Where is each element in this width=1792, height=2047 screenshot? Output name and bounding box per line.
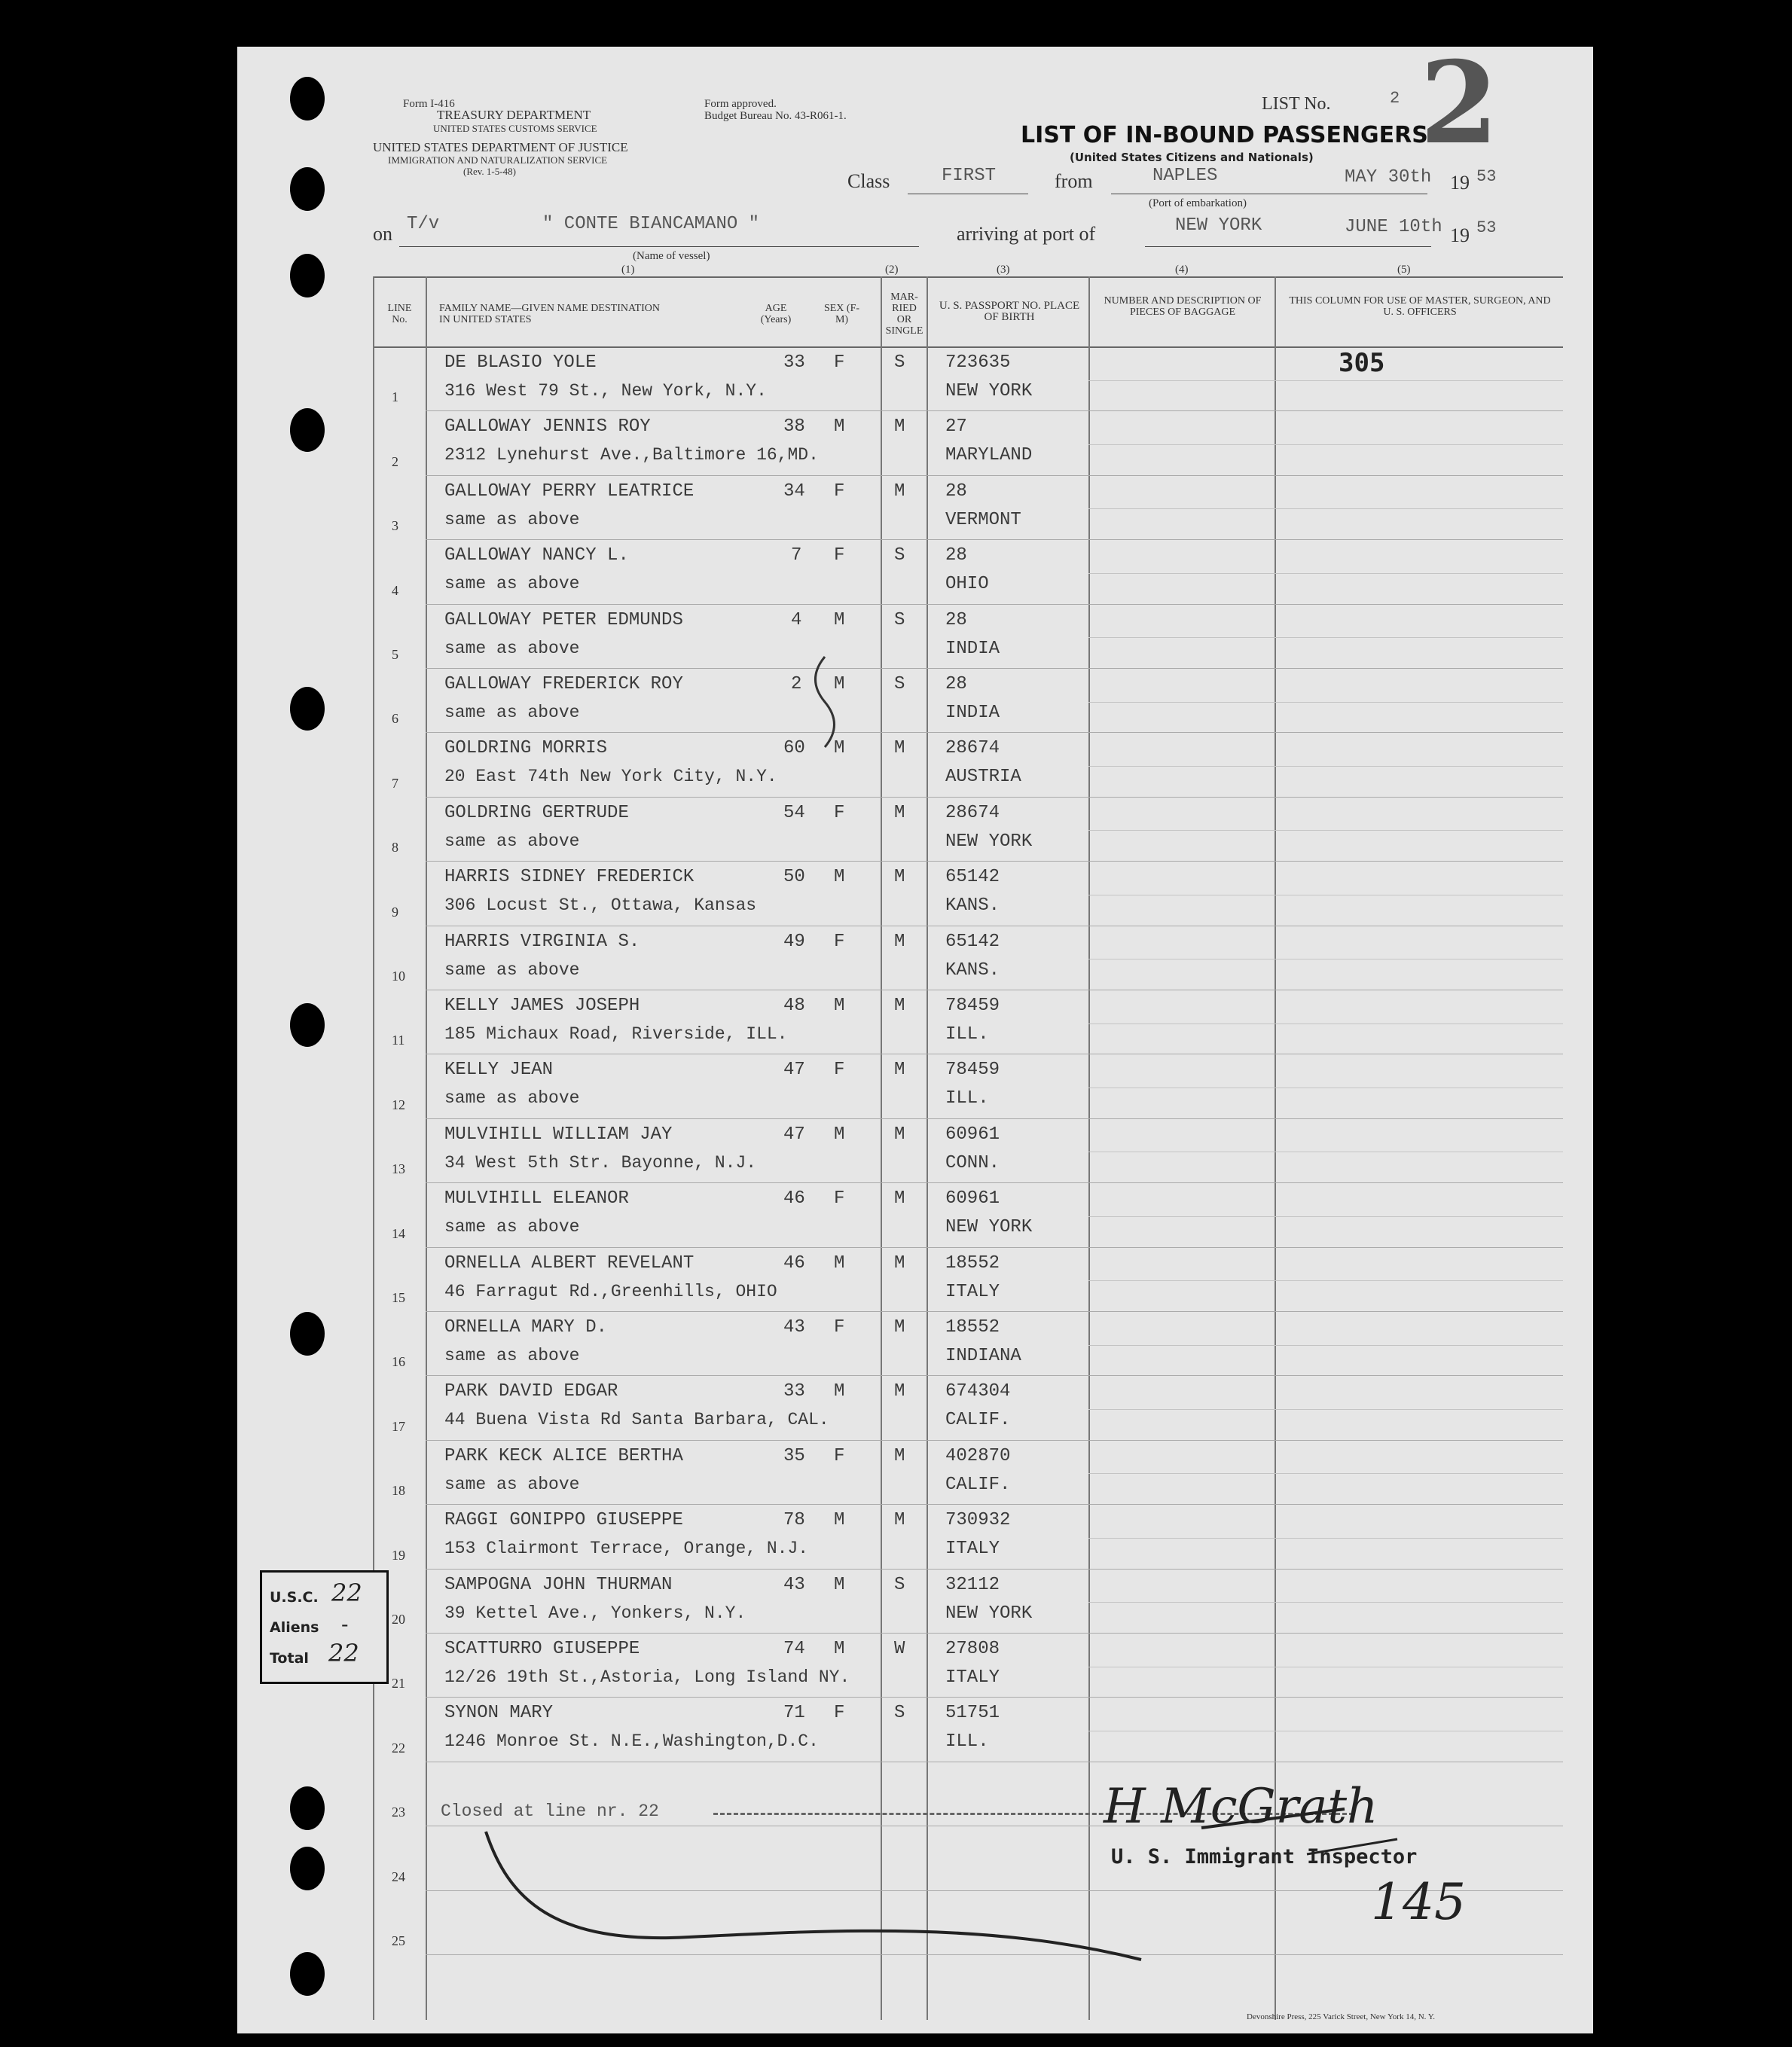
marital-status: S: [894, 674, 905, 694]
line-number: 14: [392, 1225, 405, 1241]
passenger-name: MULVIHILL WILLIAM JAY: [444, 1124, 673, 1145]
destination-address: same as above: [444, 638, 580, 658]
passenger-age: 38: [783, 416, 805, 438]
destination-address: same as above: [444, 1346, 580, 1365]
passport-number: 32112: [945, 1574, 1000, 1595]
from-date: MAY 30th: [1345, 167, 1432, 188]
destination-address: 185 Michaux Road, Riverside, ILL.: [444, 1024, 788, 1044]
line-number: 20: [392, 1611, 405, 1627]
column-number: (1): [621, 264, 635, 276]
passenger-age: 71: [783, 1703, 805, 1724]
header-married: MAR-RIED OR SINGLE: [885, 291, 923, 337]
destination-address: same as above: [444, 1217, 580, 1237]
printer-imprint: Devonshire Press, 225 Varick Street, New York 14, N. Y.: [1247, 2012, 1436, 2021]
passenger-age: 7: [791, 545, 802, 566]
passport-number: 27: [945, 416, 967, 438]
destination-address: 39 Kettel Ave., Yonkers, N.Y.: [444, 1603, 746, 1623]
treasury-department: TREASURY DEPARTMENT: [437, 108, 591, 122]
passenger-age: 74: [783, 1639, 805, 1659]
marital-status: M: [894, 996, 905, 1016]
pen-scrawl: [237, 37, 1593, 2033]
place-of-birth: CONN.: [945, 1152, 1000, 1173]
line-number: 22: [392, 1740, 405, 1756]
column-number: (4): [1175, 264, 1189, 276]
passenger-age: 43: [783, 1317, 805, 1338]
destination-address: 306 Locust St., Ottawa, Kansas: [444, 895, 757, 916]
marital-status: M: [894, 1317, 905, 1338]
column-number: (5): [1397, 264, 1411, 276]
class-label: Class: [847, 170, 890, 192]
header-passport: U. S. PASSPORT NO. PLACE OF BIRTH: [939, 300, 1080, 323]
line-number: 23: [392, 1804, 405, 1820]
passport-number: 28674: [945, 802, 1000, 823]
passenger-name: GOLDRING GERTRUDE: [444, 802, 629, 823]
line-number: 15: [392, 1289, 405, 1305]
passenger-name: GALLOWAY NANCY L.: [444, 545, 629, 566]
passenger-name: MULVIHILL ELEANOR: [444, 1188, 629, 1210]
form-subtitle: (United States Citizens and Nationals): [1070, 151, 1314, 164]
manifest-page: [237, 37, 1593, 2033]
destination-address: 1246 Monroe St. N.E.,Washington,D.C.: [444, 1731, 819, 1752]
passenger-age: 35: [783, 1445, 805, 1466]
passenger-name: HARRIS SIDNEY FREDERICK: [444, 867, 695, 888]
marital-status: M: [894, 1188, 905, 1210]
marital-status: S: [894, 1703, 905, 1724]
line-number: 24: [392, 1869, 405, 1884]
immigration-service: IMMIGRATION AND NATURALIZATION SERVICE: [388, 154, 608, 166]
form-approved: Form approved.: [704, 98, 777, 110]
line-number: 18: [392, 1483, 405, 1499]
passport-number: 60961: [945, 1188, 1000, 1210]
passenger-name: GOLDRING MORRIS: [444, 738, 608, 759]
from-value: NAPLES: [1152, 166, 1218, 186]
tally-aliens-value: -: [341, 1612, 349, 1637]
passport-number: 65142: [945, 867, 1000, 888]
place-of-birth: ITALY: [945, 1667, 1000, 1688]
arrival-year: 53: [1476, 218, 1497, 237]
passenger-sex: M: [834, 996, 845, 1016]
vessel-prefix: T/v: [407, 214, 440, 234]
place-of-birth: ILL.: [945, 1088, 989, 1109]
class-value: FIRST: [942, 166, 997, 186]
marital-status: M: [894, 1510, 905, 1531]
passenger-sex: F: [834, 931, 845, 952]
line-number: 5: [392, 646, 398, 662]
passenger-name: SCATTURRO GIUSEPPE: [444, 1639, 640, 1659]
marital-status: M: [894, 1381, 905, 1402]
port-caption: (Port of embarkation): [1149, 197, 1247, 209]
passport-number: 402870: [945, 1445, 1011, 1466]
from-year-prefix: 19: [1450, 172, 1470, 194]
place-of-birth: ILL.: [945, 1731, 989, 1753]
arriving-label: arriving at port of: [957, 223, 1096, 245]
passenger-age: 54: [783, 802, 805, 823]
vessel-name: " CONTE BIANCAMANO ": [542, 214, 760, 234]
passenger-name: GALLOWAY PERRY LEATRICE: [444, 480, 695, 502]
marital-status: M: [894, 738, 905, 759]
passenger-name: ORNELLA ALBERT REVELANT: [444, 1252, 695, 1274]
marital-status: M: [894, 802, 905, 823]
line-number: 10: [392, 968, 405, 984]
inspector-signature: H McGrath: [1104, 1779, 1378, 1835]
passenger-sex: M: [834, 1381, 845, 1402]
destination-address: 20 East 74th New York City, N.Y.: [444, 767, 777, 787]
tally-usc-label: U.S.C.: [270, 1589, 319, 1606]
passenger-name: PARK KECK ALICE BERTHA: [444, 1445, 683, 1466]
passenger-sex: F: [834, 1188, 845, 1210]
line-number: 9: [392, 904, 398, 920]
place-of-birth: NEW YORK: [945, 381, 1033, 401]
place-of-birth: VERMONT: [945, 509, 1021, 530]
passenger-name: KELLY JEAN: [444, 1060, 554, 1081]
vessel-caption: (Name of vessel): [633, 250, 710, 262]
passenger-sex: F: [834, 1703, 845, 1724]
arrival-port: NEW YORK: [1175, 215, 1262, 236]
passenger-name: HARRIS VIRGINIA S.: [444, 931, 640, 952]
list-number-stamp: 2: [1420, 37, 1499, 169]
passenger-age: 78: [783, 1510, 805, 1531]
from-year: 53: [1476, 167, 1497, 186]
passenger-age: 46: [783, 1188, 805, 1210]
destination-address: 46 Farragut Rd.,Greenhills, OHIO: [444, 1281, 777, 1301]
tally-total-value: 22: [328, 1639, 359, 1667]
destination-address: same as above: [444, 1088, 580, 1109]
passenger-sex: F: [834, 1317, 845, 1338]
passenger-age: 34: [783, 480, 805, 502]
passenger-sex: F: [834, 1445, 845, 1466]
place-of-birth: ITALY: [945, 1281, 1000, 1302]
passenger-name: DE BLASIO YOLE: [444, 352, 597, 373]
header-baggage: NUMBER AND DESCRIPTION OF PIECES OF BAGGAGE: [1104, 295, 1262, 318]
header-age: AGE (Years): [760, 303, 792, 325]
passenger-age: 49: [783, 931, 805, 952]
on-label: on: [373, 223, 392, 245]
line-number: 19: [392, 1547, 405, 1563]
destination-address: same as above: [444, 574, 580, 594]
place-of-birth: ITALY: [945, 1539, 1000, 1560]
place-of-birth: KANS.: [945, 895, 1000, 917]
line-number: 3: [392, 518, 398, 534]
budget-bureau: Budget Bureau No. 43-R061-1.: [704, 110, 847, 122]
passenger-name: GALLOWAY FREDERICK ROY: [444, 674, 683, 694]
destination-address: same as above: [444, 831, 580, 851]
place-of-birth: INDIA: [945, 703, 1000, 723]
passenger-sex: F: [834, 545, 845, 566]
destination-address: 316 West 79 St., New York, N.Y.: [444, 381, 767, 401]
place-of-birth: NEW YORK: [945, 831, 1033, 852]
place-of-birth: CALIF.: [945, 1410, 1011, 1431]
passenger-name: KELLY JAMES JOSEPH: [444, 996, 640, 1016]
passenger-sex: M: [834, 1639, 845, 1659]
line-number: 17: [392, 1418, 405, 1434]
passenger-sex: F: [834, 1060, 845, 1081]
passport-number: 51751: [945, 1703, 1000, 1724]
header-sex: SEX (F-M): [823, 303, 860, 325]
passport-number: 78459: [945, 1060, 1000, 1081]
place-of-birth: INDIANA: [945, 1346, 1021, 1366]
destination-address: same as above: [444, 959, 580, 980]
closed-at-line: Closed at line nr. 22: [441, 1801, 659, 1821]
passenger-age: 43: [783, 1574, 805, 1595]
column-number: (3): [997, 264, 1010, 276]
tally-aliens-label: Aliens: [270, 1619, 319, 1636]
place-of-birth: NEW YORK: [945, 1217, 1033, 1238]
passport-number: 65142: [945, 931, 1000, 952]
passport-number: 674304: [945, 1381, 1011, 1402]
passenger-name: SAMPOGNA JOHN THURMAN: [444, 1574, 673, 1595]
marital-status: M: [894, 1060, 905, 1081]
arrival-year-prefix: 19: [1450, 224, 1470, 246]
destination-address: same as above: [444, 1474, 580, 1494]
marital-status: S: [894, 352, 905, 373]
place-of-birth: AUSTRIA: [945, 767, 1021, 788]
passport-number: 730932: [945, 1510, 1011, 1531]
line-number: 7: [392, 775, 398, 791]
passenger-age: 46: [783, 1252, 805, 1274]
place-of-birth: MARYLAND: [945, 445, 1033, 466]
tally-total-label: Total: [270, 1650, 309, 1667]
destination-address: same as above: [444, 703, 580, 722]
inspector-title: U. S. Immigrant Inspector: [1111, 1845, 1418, 1869]
line-number: 4: [392, 582, 398, 598]
header-name-destination: FAMILY NAME—GIVEN NAME DESTINATION IN UNITED STATES: [439, 303, 660, 325]
line-number: 16: [392, 1354, 405, 1370]
place-of-birth: INDIA: [945, 638, 1000, 659]
destination-address: 34 West 5th Str. Bayonne, N.J.: [444, 1152, 757, 1173]
line-number: 6: [392, 711, 398, 727]
marital-status: S: [894, 545, 905, 566]
place-of-birth: CALIF.: [945, 1474, 1011, 1495]
passport-number: 28: [945, 674, 967, 694]
column-number: (2): [885, 264, 899, 276]
marital-status: M: [894, 480, 905, 502]
passenger-sex: F: [834, 352, 845, 373]
list-number-label: LIST No.: [1262, 94, 1331, 114]
line-number: 21: [392, 1676, 405, 1692]
passenger-sex: M: [834, 674, 845, 694]
passenger-age: 50: [783, 867, 805, 888]
destination-address: 2312 Lynehurst Ave.,Baltimore 16,MD.: [444, 445, 819, 465]
passenger-sex: M: [834, 609, 845, 630]
passenger-age: 60: [783, 738, 805, 759]
passenger-name: ORNELLA MARY D.: [444, 1317, 608, 1338]
passenger-sex: M: [834, 1510, 845, 1531]
passenger-name: PARK DAVID EDGAR: [444, 1381, 618, 1402]
passenger-sex: M: [834, 1252, 845, 1274]
passenger-name: RAGGI GONIPPO GIUSEPPE: [444, 1510, 683, 1531]
form-number: Form I-416: [403, 98, 455, 110]
passenger-age: 4: [791, 609, 802, 630]
passenger-age: 33: [783, 352, 805, 373]
passenger-sex: M: [834, 1574, 845, 1595]
passenger-name: SYNON MARY: [444, 1703, 554, 1724]
passenger-sex: M: [834, 738, 845, 759]
place-of-birth: ILL.: [945, 1024, 989, 1045]
tally-box: [260, 1570, 389, 1684]
tally-usc-value: 22: [331, 1579, 362, 1607]
passport-number: 27808: [945, 1639, 1000, 1659]
passenger-age: 47: [783, 1060, 805, 1081]
passport-number: 28: [945, 545, 967, 566]
destination-address: 153 Clairmont Terrace, Orange, N.J.: [444, 1539, 809, 1559]
passenger-age: 33: [783, 1381, 805, 1402]
destination-address: 12/26 19th St.,Astoria, Long Island NY.: [444, 1667, 850, 1687]
marital-status: W: [894, 1639, 905, 1659]
passenger-name: GALLOWAY PETER EDMUNDS: [444, 609, 683, 630]
place-of-birth: OHIO: [945, 574, 989, 595]
line-number: 25: [392, 1933, 405, 1948]
line-number: 13: [392, 1161, 405, 1177]
passport-number: 28: [945, 609, 967, 630]
marital-status: M: [894, 1252, 905, 1274]
passenger-age: 48: [783, 996, 805, 1016]
marital-status: M: [894, 867, 905, 888]
header-line-no: LINE No.: [387, 303, 412, 325]
passport-number: 18552: [945, 1317, 1000, 1338]
passenger-sex: F: [834, 802, 845, 823]
marital-status: M: [894, 416, 905, 438]
passport-number: 28674: [945, 738, 1000, 759]
line-number: 8: [392, 840, 398, 856]
marital-status: M: [894, 1445, 905, 1466]
passenger-age: 47: [783, 1124, 805, 1145]
from-label: from: [1055, 170, 1093, 192]
line-number: 2: [392, 453, 398, 469]
line-number: 11: [392, 1033, 405, 1048]
destination-address: same as above: [444, 509, 580, 529]
marital-status: M: [894, 1124, 905, 1145]
passenger-sex: M: [834, 867, 845, 888]
header-officers: THIS COLUMN FOR USE OF MASTER, SURGEON, AND U. S. OFFICERS: [1289, 295, 1551, 318]
scrawled-number: 145: [1371, 1873, 1466, 1931]
passport-number: 723635: [945, 352, 1011, 373]
marital-status: M: [894, 931, 905, 952]
passenger-sex: M: [834, 1124, 845, 1145]
passport-number: 60961: [945, 1124, 1000, 1145]
passenger-sex: F: [834, 480, 845, 502]
passport-number: 18552: [945, 1252, 1000, 1274]
line-number: 12: [392, 1097, 405, 1112]
passport-number: 28: [945, 480, 967, 502]
arrival-date: JUNE 10th: [1345, 217, 1442, 237]
passenger-name: GALLOWAY JENNIS ROY: [444, 416, 651, 438]
list-number-typed: 2: [1390, 89, 1400, 108]
place-of-birth: NEW YORK: [945, 1603, 1033, 1624]
officer-note: 305: [1339, 348, 1385, 378]
department-of-justice: UNITED STATES DEPARTMENT OF JUSTICE: [373, 140, 628, 154]
form-title: LIST OF IN-BOUND PASSENGERS: [1021, 122, 1428, 148]
customs-service: UNITED STATES CUSTOMS SERVICE: [433, 123, 597, 134]
marital-status: S: [894, 609, 905, 630]
marital-status: S: [894, 1574, 905, 1595]
line-number: 1: [392, 389, 398, 405]
place-of-birth: KANS.: [945, 959, 1000, 981]
passenger-age: 2: [791, 674, 802, 694]
destination-address: 44 Buena Vista Rd Santa Barbara, CAL.: [444, 1410, 829, 1430]
passport-number: 78459: [945, 996, 1000, 1016]
revision-date: (Rev. 1-5-48): [463, 166, 516, 177]
passenger-sex: M: [834, 416, 845, 438]
